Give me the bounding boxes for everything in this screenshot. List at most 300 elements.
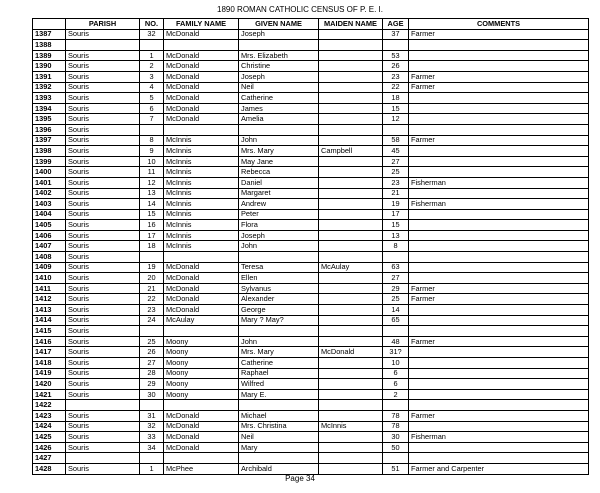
family-name-cell: McDonald — [164, 262, 239, 273]
maiden-name-cell — [319, 305, 383, 316]
given-name-cell: Neil — [239, 432, 319, 443]
family-name-cell: McInnis — [164, 177, 239, 188]
maiden-name-cell — [319, 40, 383, 51]
given-name-cell: Joseph — [239, 230, 319, 241]
age-cell: 12 — [383, 114, 409, 125]
table-row — [33, 252, 589, 263]
given-name-cell: Ellen — [239, 273, 319, 284]
family-name-cell: McDonald — [164, 93, 239, 104]
no-cell: 21 — [140, 283, 164, 294]
row-number: 1411 — [33, 283, 66, 294]
given-name-cell: Wilfred — [239, 379, 319, 390]
comments-header: COMMENTS — [409, 19, 589, 30]
row-number: 1423 — [33, 410, 66, 421]
row-number: 1387 — [33, 29, 66, 40]
given-name-cell — [239, 453, 319, 464]
row-number: 1426 — [33, 442, 66, 453]
table-row — [33, 347, 589, 358]
table-row — [33, 209, 589, 220]
no-cell: 13 — [140, 188, 164, 199]
row-number: 1393 — [33, 93, 66, 104]
comments-cell: Farmer — [409, 336, 589, 347]
age-cell: 6 — [383, 379, 409, 390]
comments-cell: Farmer — [409, 410, 589, 421]
row-number: 1420 — [33, 379, 66, 390]
row-number: 1388 — [33, 40, 66, 51]
row-number: 1424 — [33, 421, 66, 432]
parish-cell: Souris — [66, 463, 140, 474]
given-name-cell: Flora — [239, 220, 319, 231]
table-row — [33, 326, 589, 337]
comments-cell — [409, 146, 589, 157]
comments-cell — [409, 220, 589, 231]
family-name-cell: McDonald — [164, 442, 239, 453]
family-name-cell: McDonald — [164, 283, 239, 294]
given-name-cell: Rebecca — [239, 167, 319, 178]
row-number: 1408 — [33, 252, 66, 263]
comments-cell — [409, 230, 589, 241]
family-name-cell: McDonald — [164, 103, 239, 114]
comments-cell — [409, 389, 589, 400]
given-name-cell — [239, 326, 319, 337]
maiden-name-cell — [319, 209, 383, 220]
table-row — [33, 71, 589, 82]
parish-cell: Souris — [66, 347, 140, 358]
comments-cell — [409, 368, 589, 379]
row-number: 1416 — [33, 336, 66, 347]
parish-cell: Souris — [66, 135, 140, 146]
row-number: 1403 — [33, 199, 66, 210]
table-row — [33, 294, 589, 305]
age-cell: 30 — [383, 432, 409, 443]
row-number: 1410 — [33, 273, 66, 284]
no-cell: 27 — [140, 358, 164, 369]
table-row — [33, 379, 589, 390]
table-row — [33, 177, 589, 188]
family-name-cell: McInnis — [164, 199, 239, 210]
no-cell: 34 — [140, 442, 164, 453]
comments-cell — [409, 315, 589, 326]
table-row — [33, 146, 589, 157]
parish-cell: Souris — [66, 432, 140, 443]
table-row — [33, 61, 589, 72]
parish-cell: Souris — [66, 29, 140, 40]
row-number: 1400 — [33, 167, 66, 178]
comments-cell — [409, 114, 589, 125]
parish-cell — [66, 400, 140, 411]
parish-cell: Souris — [66, 336, 140, 347]
parish-header: PARISH — [66, 19, 140, 30]
maiden-name-cell — [319, 432, 383, 443]
row-number: 1402 — [33, 188, 66, 199]
table-row — [33, 358, 589, 369]
row-number: 1397 — [33, 135, 66, 146]
no-cell: 11 — [140, 167, 164, 178]
row-number: 1401 — [33, 177, 66, 188]
no-cell: 32 — [140, 421, 164, 432]
table-row — [33, 442, 589, 453]
maiden-name-cell — [319, 241, 383, 252]
parish-cell: Souris — [66, 103, 140, 114]
table-row — [33, 50, 589, 61]
comments-cell — [409, 442, 589, 453]
given-name-cell: Daniel — [239, 177, 319, 188]
row-number: 1415 — [33, 326, 66, 337]
comments-cell — [409, 347, 589, 358]
family-name-cell: McInnis — [164, 241, 239, 252]
family-name-cell: McDonald — [164, 82, 239, 93]
no-cell: 10 — [140, 156, 164, 167]
maiden-name-cell — [319, 124, 383, 135]
comments-cell: Farmer — [409, 82, 589, 93]
family-name-cell: McInnis — [164, 146, 239, 157]
maiden-name-cell — [319, 358, 383, 369]
family-name-cell — [164, 124, 239, 135]
comments-cell — [409, 400, 589, 411]
row-number: 1406 — [33, 230, 66, 241]
given-name-cell: Mary — [239, 442, 319, 453]
row-number: 1404 — [33, 209, 66, 220]
no-cell — [140, 252, 164, 263]
maiden-name-cell — [319, 156, 383, 167]
no-cell: 3 — [140, 71, 164, 82]
table-row — [33, 368, 589, 379]
family-name-cell: McDonald — [164, 71, 239, 82]
comments-cell — [409, 93, 589, 104]
no-cell: 24 — [140, 315, 164, 326]
comments-cell — [409, 262, 589, 273]
comments-cell — [409, 305, 589, 316]
page-title: 1890 ROMAN CATHOLIC CENSUS OF P. E. I. — [217, 5, 383, 14]
given-name-cell: Andrew — [239, 199, 319, 210]
parish-cell: Souris — [66, 379, 140, 390]
age-cell: 22 — [383, 82, 409, 93]
maiden-name-cell — [319, 114, 383, 125]
comments-cell — [409, 188, 589, 199]
row-number: 1409 — [33, 262, 66, 273]
comments-cell: Fisherman — [409, 199, 589, 210]
family-name-cell: McDonald — [164, 432, 239, 443]
no-cell: 25 — [140, 336, 164, 347]
age-cell — [383, 124, 409, 135]
given-name-cell: Margaret — [239, 188, 319, 199]
no-cell: 26 — [140, 347, 164, 358]
family-name-header: FAMILY NAME — [164, 19, 239, 30]
parish-cell: Souris — [66, 262, 140, 273]
family-name-cell: McDonald — [164, 305, 239, 316]
maiden-name-cell — [319, 61, 383, 72]
age-cell — [383, 40, 409, 51]
comments-cell — [409, 209, 589, 220]
maiden-name-cell — [319, 188, 383, 199]
family-name-cell — [164, 453, 239, 464]
given-name-cell: Catherine — [239, 358, 319, 369]
age-cell: 17 — [383, 209, 409, 220]
given-name-cell — [239, 252, 319, 263]
maiden-name-cell — [319, 315, 383, 326]
no-cell: 28 — [140, 368, 164, 379]
maiden-name-cell — [319, 368, 383, 379]
age-cell: 29 — [383, 283, 409, 294]
maiden-name-cell — [319, 103, 383, 114]
table-row — [33, 156, 589, 167]
age-cell: 19 — [383, 199, 409, 210]
maiden-name-cell — [319, 50, 383, 61]
family-name-cell: Moony — [164, 358, 239, 369]
family-name-cell: McInnis — [164, 167, 239, 178]
table-row — [33, 315, 589, 326]
row-number: 1407 — [33, 241, 66, 252]
no-cell: 31 — [140, 410, 164, 421]
given-name-cell: Mrs. Christina — [239, 421, 319, 432]
given-name-cell: George — [239, 305, 319, 316]
no-cell: 17 — [140, 230, 164, 241]
table-row — [33, 220, 589, 231]
no-cell — [140, 400, 164, 411]
table-row — [33, 82, 589, 93]
maiden-name-cell — [319, 442, 383, 453]
age-cell: 13 — [383, 230, 409, 241]
age-cell: 6 — [383, 368, 409, 379]
comments-cell: Fisherman — [409, 432, 589, 443]
no-cell: 19 — [140, 262, 164, 273]
row-number: 1394 — [33, 103, 66, 114]
parish-cell: Souris — [66, 82, 140, 93]
age-cell: 23 — [383, 71, 409, 82]
given-name-cell — [239, 40, 319, 51]
parish-cell: Souris — [66, 220, 140, 231]
parish-cell: Souris — [66, 50, 140, 61]
no-cell: 22 — [140, 294, 164, 305]
parish-cell: Souris — [66, 252, 140, 263]
maiden-name-cell — [319, 336, 383, 347]
maiden-name-cell — [319, 410, 383, 421]
parish-cell: Souris — [66, 177, 140, 188]
comments-cell: Fisherman — [409, 177, 589, 188]
parish-cell: Souris — [66, 167, 140, 178]
family-name-cell — [164, 252, 239, 263]
maiden-name-cell: McDonald — [319, 347, 383, 358]
family-name-cell: McInnis — [164, 156, 239, 167]
given-name-cell: Mary E. — [239, 389, 319, 400]
age-header: AGE — [383, 19, 409, 30]
family-name-cell: McDonald — [164, 421, 239, 432]
given-name-cell — [239, 400, 319, 411]
family-name-cell: McAulay — [164, 315, 239, 326]
comments-cell — [409, 156, 589, 167]
parish-cell: Souris — [66, 294, 140, 305]
maiden-name-cell — [319, 199, 383, 210]
row-number: 1427 — [33, 453, 66, 464]
no-cell: 8 — [140, 135, 164, 146]
family-name-cell: McDonald — [164, 29, 239, 40]
family-name-cell: McInnis — [164, 135, 239, 146]
age-cell: 25 — [383, 294, 409, 305]
header-row — [33, 19, 589, 30]
row-number: 1413 — [33, 305, 66, 316]
family-name-cell — [164, 326, 239, 337]
family-name-cell: McDonald — [164, 50, 239, 61]
comments-cell — [409, 453, 589, 464]
given-name-cell: Mrs. Mary — [239, 146, 319, 157]
age-cell: 27 — [383, 156, 409, 167]
row-number: 1390 — [33, 61, 66, 72]
table-row — [33, 410, 589, 421]
family-name-cell — [164, 40, 239, 51]
no-cell: 15 — [140, 209, 164, 220]
comments-cell — [409, 241, 589, 252]
maiden-name-cell — [319, 453, 383, 464]
family-name-cell: Moony — [164, 336, 239, 347]
no-cell: 20 — [140, 273, 164, 284]
age-cell — [383, 326, 409, 337]
parish-cell: Souris — [66, 71, 140, 82]
family-name-cell — [164, 400, 239, 411]
table-row — [33, 305, 589, 316]
table-row — [33, 463, 589, 474]
age-cell: 27 — [383, 273, 409, 284]
age-cell: 63 — [383, 262, 409, 273]
no-header: NO. — [140, 19, 164, 30]
no-cell: 18 — [140, 241, 164, 252]
parish-cell: Souris — [66, 209, 140, 220]
table-row — [33, 262, 589, 273]
age-cell: 58 — [383, 135, 409, 146]
table-row — [33, 135, 589, 146]
parish-cell: Souris — [66, 315, 140, 326]
maiden-name-cell — [319, 135, 383, 146]
comments-cell: Farmer — [409, 71, 589, 82]
row-number: 1399 — [33, 156, 66, 167]
maiden-name-cell — [319, 294, 383, 305]
family-name-cell: Moony — [164, 368, 239, 379]
age-cell: 37 — [383, 29, 409, 40]
no-cell: 29 — [140, 379, 164, 390]
parish-cell: Souris — [66, 114, 140, 125]
maiden-name-header: MAIDEN NAME — [319, 19, 383, 30]
table-row — [33, 421, 589, 432]
given-name-cell: Catherine — [239, 93, 319, 104]
table-row — [33, 283, 589, 294]
age-cell: 25 — [383, 167, 409, 178]
maiden-name-cell — [319, 379, 383, 390]
comments-cell — [409, 326, 589, 337]
row-number: 1405 — [33, 220, 66, 231]
given-name-cell: Alexander — [239, 294, 319, 305]
family-name-cell: McDonald — [164, 273, 239, 284]
given-name-cell: Teresa — [239, 262, 319, 273]
age-cell: 31? — [383, 347, 409, 358]
no-cell: 9 — [140, 146, 164, 157]
age-cell: 51 — [383, 463, 409, 474]
table-row — [33, 40, 589, 51]
given-name-cell: Joseph — [239, 71, 319, 82]
comments-cell: Farmer and Carpenter — [409, 463, 589, 474]
age-cell: 23 — [383, 177, 409, 188]
age-cell — [383, 400, 409, 411]
family-name-cell: McDonald — [164, 294, 239, 305]
age-cell: 21 — [383, 188, 409, 199]
age-cell: 65 — [383, 315, 409, 326]
census-table — [32, 18, 589, 475]
maiden-name-cell — [319, 389, 383, 400]
row-number: 1396 — [33, 124, 66, 135]
comments-cell — [409, 124, 589, 135]
given-name-cell: Amelia — [239, 114, 319, 125]
given-name-cell: John — [239, 135, 319, 146]
age-cell: 26 — [383, 61, 409, 72]
age-cell: 78 — [383, 421, 409, 432]
parish-cell: Souris — [66, 93, 140, 104]
parish-cell — [66, 453, 140, 464]
table-row — [33, 453, 589, 464]
age-cell: 53 — [383, 50, 409, 61]
comments-cell — [409, 103, 589, 114]
row-number: 1389 — [33, 50, 66, 61]
given-name-cell — [239, 124, 319, 135]
no-cell: 30 — [140, 389, 164, 400]
age-cell: 2 — [383, 389, 409, 400]
row-number: 1422 — [33, 400, 66, 411]
no-cell: 32 — [140, 29, 164, 40]
parish-cell — [66, 40, 140, 51]
family-name-cell: Moony — [164, 379, 239, 390]
given-name-cell: James — [239, 103, 319, 114]
parish-cell: Souris — [66, 305, 140, 316]
age-cell: 10 — [383, 358, 409, 369]
row-number: 1398 — [33, 146, 66, 157]
maiden-name-cell — [319, 220, 383, 231]
comments-cell — [409, 50, 589, 61]
maiden-name-cell — [319, 326, 383, 337]
family-name-cell: McDonald — [164, 61, 239, 72]
no-cell — [140, 453, 164, 464]
parish-cell: Souris — [66, 442, 140, 453]
maiden-name-cell — [319, 252, 383, 263]
age-cell: 18 — [383, 93, 409, 104]
parish-cell: Souris — [66, 124, 140, 135]
no-cell: 33 — [140, 432, 164, 443]
no-cell: 5 — [140, 93, 164, 104]
no-cell: 23 — [140, 305, 164, 316]
given-name-cell: Archibald — [239, 463, 319, 474]
parish-cell: Souris — [66, 358, 140, 369]
given-name-cell: Raphael — [239, 368, 319, 379]
given-name-cell: Michael — [239, 410, 319, 421]
maiden-name-cell: McInnis — [319, 421, 383, 432]
maiden-name-cell — [319, 400, 383, 411]
no-cell: 1 — [140, 50, 164, 61]
table-row — [33, 93, 589, 104]
row-number: 1412 — [33, 294, 66, 305]
age-cell — [383, 252, 409, 263]
table-row — [33, 124, 589, 135]
maiden-name-cell — [319, 82, 383, 93]
no-cell: 4 — [140, 82, 164, 93]
no-cell: 12 — [140, 177, 164, 188]
age-cell: 45 — [383, 146, 409, 157]
comments-cell — [409, 167, 589, 178]
comments-cell: Farmer — [409, 294, 589, 305]
given-name-cell: John — [239, 336, 319, 347]
table-body — [33, 29, 589, 474]
comments-cell — [409, 358, 589, 369]
table-row — [33, 188, 589, 199]
maiden-name-cell — [319, 273, 383, 284]
table-row — [33, 167, 589, 178]
table-row — [33, 389, 589, 400]
comments-cell — [409, 61, 589, 72]
